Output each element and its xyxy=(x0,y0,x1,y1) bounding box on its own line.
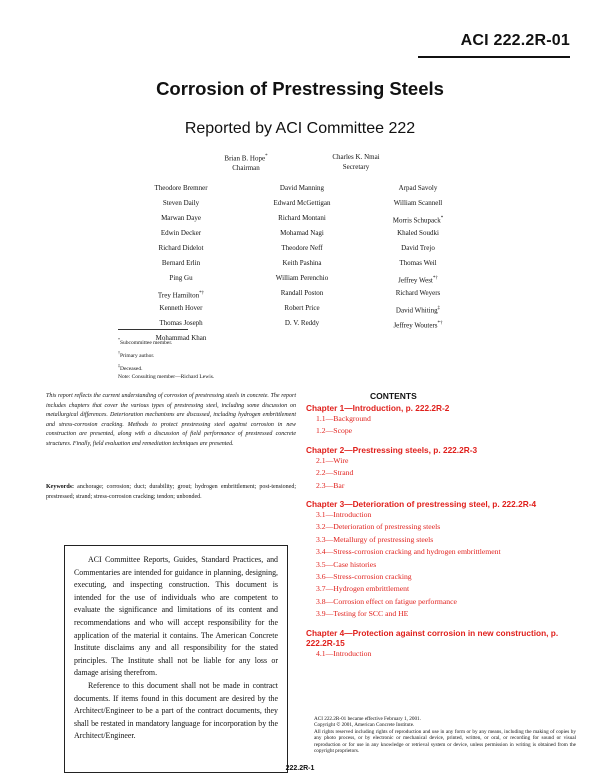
toc-section-link[interactable]: 2.2—Strand xyxy=(316,468,354,478)
member-name: Thomas Joseph xyxy=(159,319,203,327)
toc-section-link[interactable]: 3.2—Deterioration of prestressing steels xyxy=(316,522,441,532)
secretary-block xyxy=(316,152,396,172)
page-title: Corrosion of Prestressing Steels xyxy=(156,78,444,99)
member-name: Ping Gu xyxy=(169,274,193,282)
toc-section-link[interactable]: 3.4—Stress-corrosion cracking and hydrogen embrittlement xyxy=(316,547,501,557)
member-name: Theodore Neff xyxy=(281,244,323,252)
member-name: Robert Price xyxy=(284,304,320,312)
member-name: Thomas Weil xyxy=(399,259,437,267)
chair-block xyxy=(206,152,286,173)
member-name: D. V. Reddy xyxy=(284,319,320,327)
toc-chapter-link[interactable]: Chapter 4—Protection against corrosion in new construction, p. 222.2R-15 xyxy=(306,627,559,648)
committee-member xyxy=(111,196,251,211)
toc-chapter-link[interactable]: Chapter 2—Prestressing steels, p. 222.2R-3 xyxy=(306,444,478,455)
members-column-3 xyxy=(348,181,488,331)
copyright-notice xyxy=(314,716,576,754)
toc-section-link[interactable]: 3.8—Corrosion effect on fatigue performance xyxy=(316,596,457,606)
abstract: This report reflects the current understanding of corrosion of prestressing steels in concrete. The report includes chapters that cover the various types of prestressing steel, including some discussion on metallurgical differences. Deterioration mechanisms are discussed, including hydrogen embrittlement and stress-corrosion cracking. Methods to protect prestressing steel against corrosion in new construction are presented, along with a discussion of field performance of prestressed concrete structures. Finally, field evaluation and remediation techniques are presented. xyxy=(46,393,296,447)
committee-member xyxy=(348,196,488,211)
footnote-text: Primary author. xyxy=(120,352,155,359)
disclaimer-box xyxy=(64,545,288,773)
committee-member xyxy=(348,286,488,301)
toc-section-link[interactable]: 3.1—Introduction xyxy=(316,510,372,520)
toc-section-link[interactable]: 3.9—Testing for SCC and HE xyxy=(316,609,409,619)
committee-member xyxy=(111,241,251,256)
chair-mark: * xyxy=(265,154,268,159)
member-name: Steven Daily xyxy=(162,199,200,207)
member-mark: *† xyxy=(432,276,438,281)
committee-member xyxy=(111,286,251,301)
member-name: David Manning xyxy=(279,184,325,192)
member-mark: * xyxy=(440,216,444,221)
chair-role: Chairman xyxy=(232,164,260,173)
member-name: Mohammad Khan xyxy=(155,334,207,342)
committee-member xyxy=(111,181,251,196)
committee-member xyxy=(348,241,488,256)
copyright-line: Copyright © 2001, American Concrete Institute. xyxy=(314,722,415,729)
toc-section-link[interactable]: 3.7—Hydrogen embrittlement xyxy=(316,584,410,594)
member-mark: *† xyxy=(199,291,205,296)
toc-section-link[interactable]: 3.3—Metallurgy of prestressing steels xyxy=(316,534,434,544)
member-name: William Perenchio xyxy=(275,274,329,282)
member-name: Morris Schupack xyxy=(392,216,441,225)
committee-member xyxy=(348,181,488,196)
member-mark: ‡ xyxy=(437,306,441,311)
committee-member xyxy=(348,301,488,316)
committee-member xyxy=(111,301,251,316)
member-name: Edwin Decker xyxy=(160,229,202,237)
member-name: Theodore Bremner xyxy=(154,184,208,192)
footnote xyxy=(118,335,214,348)
toc-section-link[interactable]: 1.2—Scope xyxy=(316,426,353,436)
document-number: ACI 222.2R-01 xyxy=(460,32,570,49)
disclaimer-paragraph: ACI Committee Reports, Guides, Standard Practices, and Commentaries are intended for guidance in planning, designing, executing, and inspecting construction. This document is intended for the use of individuals who are competent to evaluate the significance and limitations of its content and recommendations and who will accept responsibility for the application of the material it contains. The American Concrete Institute disclaims any and all responsibility for the stated principles. The Institute shall not be liable for any loss or damage arising therefrom. xyxy=(74,555,278,678)
footnote-mark: * xyxy=(118,337,120,342)
toc-section-link[interactable]: 4.1—Introduction xyxy=(316,648,372,658)
effective-date: ACI 222.2R-01 became effective February 1, 2001. xyxy=(314,716,421,722)
toc-chapter-link[interactable]: Chapter 1—Introduction, p. 222.2R-2 xyxy=(306,403,450,413)
contents-heading: CONTENTS xyxy=(370,391,417,401)
member-name: Marwan Daye xyxy=(161,214,201,222)
disclaimer-paragraph: Reference to this document shall not be made in contract documents. If items found in this document are desired by the Architect/Engineer to be a part of the contract documents, they shall be restated in mandatory language for incorporation by the Architect/Engineer. xyxy=(74,680,278,741)
member-name: William Scannell xyxy=(393,199,443,207)
table-of-contents xyxy=(306,403,576,660)
footnote xyxy=(118,373,214,382)
keywords-text: anchorage; corrosion; duct; durability; grout; hydrogen embrittlement; post-tensioned; prestressed; strand; stress-corrosion cracking; tendon; unbonded. xyxy=(46,484,296,500)
committee-member xyxy=(348,211,488,226)
footnotes xyxy=(118,335,214,382)
toc-section-link[interactable]: 1.1—Background xyxy=(316,414,371,423)
member-name: Randall Poston xyxy=(280,289,324,297)
toc-section-link[interactable]: 3.5—Case histories xyxy=(316,559,377,569)
member-name: Arpad Savoly xyxy=(398,184,438,192)
member-name: Edward McGettigan xyxy=(273,199,331,207)
member-name: Richard Didelot xyxy=(158,244,204,252)
member-name: Jeffrey Wouters xyxy=(393,321,438,330)
committee-member xyxy=(348,256,488,271)
footnote-text: Note: Consulting member—Richard Lewis. xyxy=(118,374,215,381)
committee-member xyxy=(111,226,251,241)
member-name: Trey Hamilton xyxy=(157,291,200,300)
footnote-mark: † xyxy=(118,349,120,355)
members-column-1 xyxy=(111,181,251,346)
member-name: Mohamad Nagi xyxy=(280,229,324,237)
committee-member xyxy=(111,271,251,286)
committee-member xyxy=(348,271,488,286)
reported-by: Reported by ACI Committee 222 xyxy=(184,120,416,137)
rights-statement: All rights reserved including rights of reproduction and use in any form or by any means, including the making of copies by any photo process, or by electronic or mechanical device, printed, written, or oral, or recording for sound or visual reproduction or for use in any knowledge or retrieval system or device, unless permission in writing is obtained from the copyright proprietors. xyxy=(314,728,576,755)
footnote-text: Subcommittee member. xyxy=(120,339,173,346)
member-name: Khaled Soudki xyxy=(397,229,439,237)
footnote xyxy=(118,361,214,374)
toc-chapter-link[interactable]: Chapter 3—Deterioration of prestressing steel, p. 222.2R-4 xyxy=(306,499,537,510)
footnote xyxy=(118,348,214,361)
toc-section-link[interactable]: 2.3—Bar xyxy=(316,480,345,490)
footnote-text: Deceased. xyxy=(120,365,143,372)
member-name: Richard Weyers xyxy=(395,289,441,297)
committee-member xyxy=(348,226,488,241)
member-name: Bernard Erlin xyxy=(161,259,201,267)
member-name: David Whiting xyxy=(395,306,438,315)
member-name: David Trejo xyxy=(401,244,435,252)
header-rule xyxy=(418,56,570,58)
toc-section-link[interactable]: 2.1—Wire xyxy=(316,455,349,465)
member-name: Richard Montani xyxy=(278,214,326,222)
toc-section-link[interactable]: 3.6—Stress-corrosion cracking xyxy=(316,572,412,582)
secretary-role: Secretary xyxy=(342,163,370,171)
committee-member xyxy=(111,256,251,271)
secretary-name: Charles K. Nmai xyxy=(332,153,380,161)
member-name: Jeffrey West xyxy=(398,276,433,285)
chair-name: Brian B. Hope xyxy=(224,154,266,163)
keywords xyxy=(46,483,296,502)
committee-member xyxy=(111,211,251,226)
member-name: Keith Pashina xyxy=(282,259,322,267)
footnote-mark: ‡ xyxy=(118,362,120,368)
keywords-label: Keywords: xyxy=(46,484,74,490)
committee-member xyxy=(348,316,488,331)
member-mark: *† xyxy=(437,321,443,326)
page-number: 222.2R-1 xyxy=(285,765,315,772)
member-name: Kenneth Hover xyxy=(159,304,203,312)
footnote-rule xyxy=(118,329,188,330)
